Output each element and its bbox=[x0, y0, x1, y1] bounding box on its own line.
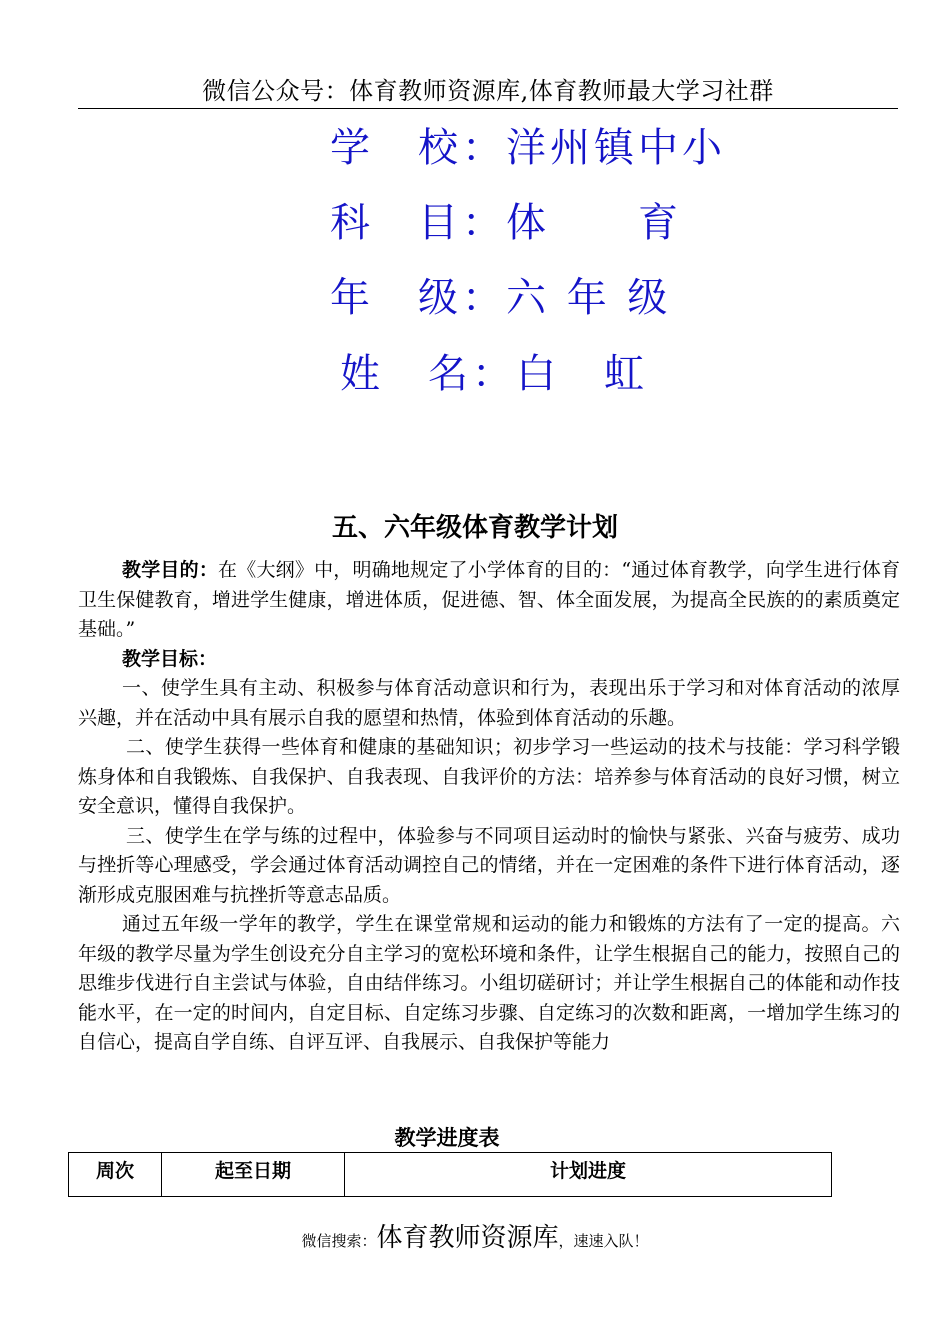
page-header: 微信公众号：体育教师资源库,体育教师最大学习社群 bbox=[78, 74, 898, 109]
purpose-text: 在《大纲》中，明确地规定了小学体育的目的：“通过体育教学，向学生进行体育卫生保健教育，增进学生健康，增进体质，促进德、智、体全面发展，为提高全民族的的素质奠定基础。” bbox=[78, 559, 900, 640]
plan-title: 五、六年级体育教学计划 bbox=[331, 513, 618, 543]
summary-paragraph: 通过五年级一学年的教学，学生在课堂常规和运动的能力和锻炼的方法有了一定的提高。六年级的教学尽量为学生创设充分自主学习的宽松环境和条件，让学生根据自己的能力，按照自己的思维步伐进行自主尝试与体验，自由结伴练习。小组切磋研讨；并让学生根据自己的体能和动作技能水平，在一定的时间内，自定目标、自定练习步骤、自定练习的次数和距离，一增加学生练习的自信心，提高自学自练、自评互评、自我展示、自我保护等能力 bbox=[78, 913, 900, 1053]
footer-name: 体育教师资源库 bbox=[376, 1223, 559, 1253]
purpose-label: 教学目的： bbox=[122, 559, 219, 581]
schedule-title: 教学进度表 bbox=[394, 1125, 500, 1150]
column-plan: 计划进度 bbox=[345, 1153, 832, 1197]
plan-body bbox=[78, 556, 900, 1058]
page-footer bbox=[0, 1220, 950, 1259]
column-week: 周次 bbox=[69, 1153, 162, 1197]
cover-grade-label: 年 级： bbox=[330, 275, 506, 321]
goal-item: 三、使学生在学与练的过程中，体验参与不同项目运动时的愉快与紧张、兴奋与疲劳、成功与挫折等心理感受，学会通过体育活动调控自己的情绪，并在一定困难的条件下进行体育活动，逐渐形成克服困难与抗挫折等意志品质。 bbox=[78, 824, 900, 906]
goal-item: 一、使学生具有主动、积极参与体育活动意识和行为，表现出乐于学习和对体育活动的浓厚兴趣，并在活动中具有展示自我的愿望和热情，体验到体育活动的乐趣。 bbox=[78, 677, 900, 729]
cover-grade-value: 六 年 级 bbox=[506, 275, 672, 321]
schedule-header-row bbox=[69, 1153, 832, 1197]
goal-item: 二、使学生获得一些体育和健康的基础知识；初步学习一些运动的技术与技能：学习科学锻炼身体和自我锻炼、自我保护、自我表现、自我评价的方法：培养参与体育活动的良好习惯，树立安全意识，懂得自我保护。 bbox=[78, 736, 900, 817]
cover-subject-value: 体 育 bbox=[506, 200, 682, 246]
cover-grade-row bbox=[330, 268, 671, 328]
column-dates: 起至日期 bbox=[162, 1153, 345, 1197]
goals-label: 教学目标： bbox=[122, 647, 218, 670]
schedule-table bbox=[68, 1152, 832, 1197]
footer-prefix: 微信搜索： bbox=[301, 1232, 377, 1250]
cover-subject-label: 科 目： bbox=[330, 200, 506, 246]
footer-suffix: ，速速入队！ bbox=[558, 1232, 649, 1250]
cover-subject-row bbox=[330, 193, 682, 253]
purpose-paragraph bbox=[78, 556, 900, 645]
cover-name-value: 白 虹 bbox=[516, 351, 648, 397]
cover-school-value: 洋州镇中小 bbox=[506, 125, 726, 171]
cover-school-row bbox=[330, 118, 726, 178]
cover-name-label: 姓 名： bbox=[340, 351, 516, 397]
cover-school-label: 学 校： bbox=[330, 125, 506, 171]
cover-name-row bbox=[340, 344, 648, 404]
